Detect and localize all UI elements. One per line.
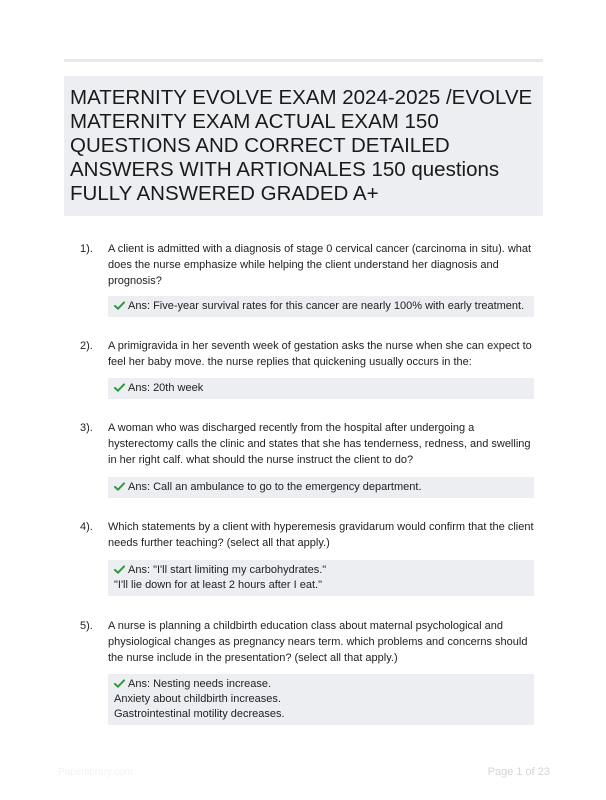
check-icon xyxy=(114,482,125,491)
answer-box xyxy=(108,477,534,498)
answer-line xyxy=(114,381,528,396)
question-number: 3). xyxy=(80,422,93,434)
question-number: 2). xyxy=(80,340,93,352)
footer-watermark: Paperlibrary.com xyxy=(58,767,133,778)
answer-text: Ans: 20th week xyxy=(128,382,204,394)
answer-text: Ans: Five-year survival rates for this cancer are nearly 100% with early treatment. xyxy=(128,300,525,312)
answer-line xyxy=(114,299,528,314)
question-number: 5). xyxy=(80,620,93,632)
page-indicator: Page 1 of 23 xyxy=(487,766,550,778)
top-divider xyxy=(64,59,543,62)
answer-line xyxy=(114,563,528,578)
answer-line xyxy=(114,677,528,692)
question-text: A nurse is planning a childbirth education class about maternal psychological and physiological changes as pregnancy nears term. which problems and concerns should the nurse include in the presentation? (select all that apply.) xyxy=(108,620,528,664)
answer-line: "I'll lie down for at least 2 hours after I eat." xyxy=(114,579,323,591)
answer-text: Ans: Nesting needs increase. xyxy=(128,678,272,690)
question-text: Which statements by a client with hyperemesis gravidarum would confirm that the client needs further teaching? (select all that apply.) xyxy=(108,521,534,549)
answer-box xyxy=(108,674,534,725)
check-icon xyxy=(114,565,125,574)
document-title: MATERNITY EVOLVE EXAM 2024-2025 /EVOLVE MATERNITY EXAM ACTUAL EXAM 150 QUESTIONS AND CORRECT DETAILED ANSWERS WITH ARTIONALES 150 questions FULLY ANSWERED GRADED A+ xyxy=(70,86,533,205)
question-item xyxy=(80,338,540,402)
check-icon xyxy=(114,383,125,392)
question-text: A primigravida in her seventh week of gestation asks the nurse when she can expect to feel her baby move. the nurse replies that quickening usually occurs in the: xyxy=(108,340,532,368)
answer-text: Ans: "I'll start limiting my carbohydrates." xyxy=(128,564,327,576)
question-item xyxy=(80,241,540,321)
answer-box xyxy=(108,560,534,596)
question-item xyxy=(80,618,540,726)
question-text: A client is admitted with a diagnosis of stage 0 cervical cancer (carcinoma in situ). what does the nurse emphasize while helping the client understand her diagnosis and prognosis? xyxy=(108,243,532,287)
answer-box xyxy=(108,296,534,317)
check-icon xyxy=(114,679,125,688)
title-box xyxy=(64,76,543,216)
question-number: 4). xyxy=(80,521,93,533)
answer-text: Ans: Call an ambulance to go to the emergency department. xyxy=(128,481,422,493)
answer-line: Gastrointestinal motility decreases. xyxy=(114,708,285,720)
question-item xyxy=(80,420,540,500)
check-icon xyxy=(114,301,125,310)
question-text: A woman who was discharged recently from the hospital after undergoing a hysterectomy calls the clinic and states that she has tenderness, redness, and swelling in her right calf. what should the nurse instruct the client to do? xyxy=(108,422,531,466)
answer-line: Anxiety about childbirth increases. xyxy=(114,693,281,705)
answer-box xyxy=(108,378,534,399)
question-item xyxy=(80,519,540,597)
answer-line xyxy=(114,480,528,495)
question-number: 1). xyxy=(80,243,93,255)
